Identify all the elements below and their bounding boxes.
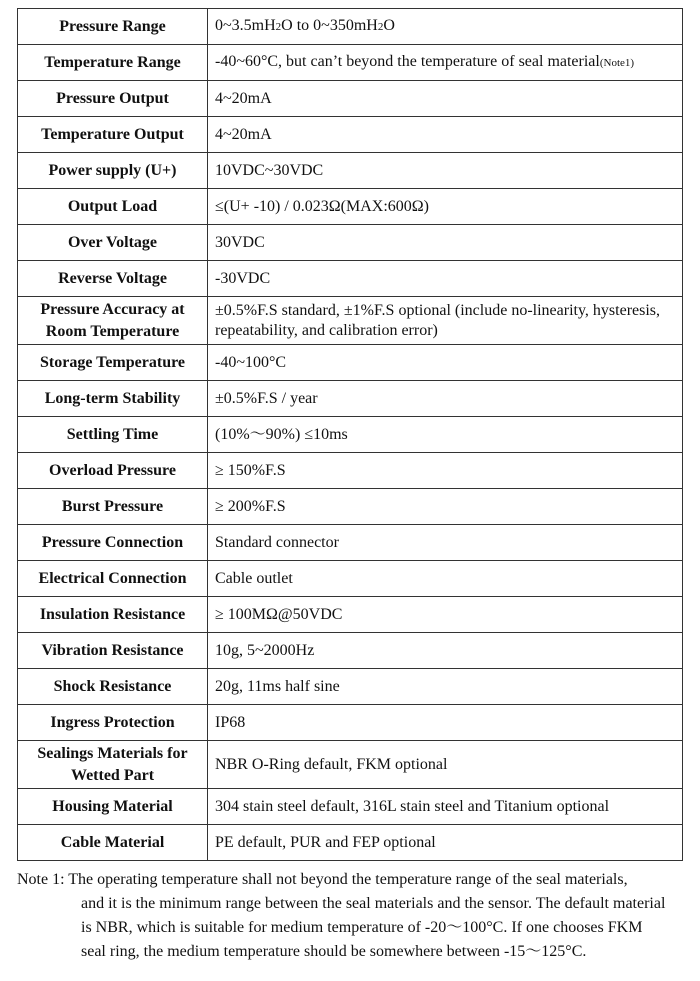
spec-row (18, 189, 683, 225)
spec-parameter: Ingress Protection (18, 705, 208, 741)
spec-row (18, 45, 683, 81)
spec-row (18, 489, 683, 525)
spec-value: 30VDC (208, 225, 683, 261)
spec-row (18, 669, 683, 705)
spec-row (18, 381, 683, 417)
spec-value: PE default, PUR and FEP optional (208, 825, 683, 861)
spec-parameter: Settling Time (18, 417, 208, 453)
spec-row (18, 453, 683, 489)
footnote-line: and it is the minimum range between the seal materials and the sensor. The default material (81, 895, 666, 912)
spec-value: Cable outlet (208, 561, 683, 597)
spec-parameter: Pressure Accuracy at Room Temperature (18, 297, 208, 345)
spec-row (18, 9, 683, 45)
spec-parameter: Storage Temperature (18, 345, 208, 381)
spec-row (18, 345, 683, 381)
spec-value: ≥ 150%F.S (208, 453, 683, 489)
spec-parameter: Reverse Voltage (18, 261, 208, 297)
spec-row (18, 741, 683, 789)
spec-value: ≤(U+ -10) / 0.023Ω(MAX:600Ω) (208, 189, 683, 225)
spec-value: 10VDC~30VDC (208, 153, 683, 189)
spec-value: IP68 (208, 705, 683, 741)
spec-row (18, 789, 683, 825)
footnote (17, 868, 687, 964)
spec-parameter: Burst Pressure (18, 489, 208, 525)
spec-parameter: Housing Material (18, 789, 208, 825)
spec-value: ±0.5%F.S standard, ±1%F.S optional (include no-linearity, hysteresis, repeatability, and calibration error) (208, 297, 683, 345)
spec-parameter: Shock Resistance (18, 669, 208, 705)
spec-value: -40~100°C (208, 345, 683, 381)
spec-value: -30VDC (208, 261, 683, 297)
spec-row (18, 561, 683, 597)
spec-value: 4~20mA (208, 81, 683, 117)
footnote-line: Note 1: The operating temperature shall not beyond the temperature range of the seal materials, (17, 871, 628, 888)
spec-parameter: Power supply (U+) (18, 153, 208, 189)
spec-parameter: Electrical Connection (18, 561, 208, 597)
spec-row (18, 117, 683, 153)
spec-row (18, 825, 683, 861)
spec-parameter: Pressure Connection (18, 525, 208, 561)
spec-value: ≥ 200%F.S (208, 489, 683, 525)
spec-table-body (18, 9, 683, 861)
spec-row (18, 225, 683, 261)
spec-parameter: Sealings Materials for Wetted Part (18, 741, 208, 789)
spec-value: Standard connector (208, 525, 683, 561)
spec-row (18, 261, 683, 297)
spec-parameter: Pressure Range (18, 9, 208, 45)
spec-parameter: Insulation Resistance (18, 597, 208, 633)
footnote-line: seal ring, the medium temperature should be somewhere between -15～125°C. (81, 943, 587, 960)
spec-value: 0~3.5mH2O to 0~350mH2O (208, 9, 683, 45)
spec-parameter: Temperature Output (18, 117, 208, 153)
spec-row (18, 705, 683, 741)
spec-row (18, 525, 683, 561)
spec-value: ±0.5%F.S / year (208, 381, 683, 417)
spec-value: -40~60°C, but can’t beyond the temperature of seal material(Note1) (208, 45, 683, 81)
spec-parameter: Overload Pressure (18, 453, 208, 489)
spec-value: 304 stain steel default, 316L stain steel and Titanium optional (208, 789, 683, 825)
spec-row (18, 597, 683, 633)
spec-row (18, 633, 683, 669)
spec-row (18, 81, 683, 117)
spec-parameter: Temperature Range (18, 45, 208, 81)
spec-value: NBR O-Ring default, FKM optional (208, 741, 683, 789)
spec-value: 4~20mA (208, 117, 683, 153)
spec-parameter: Pressure Output (18, 81, 208, 117)
spec-table (17, 8, 683, 861)
spec-value: (10%～90%) ≤10ms (208, 417, 683, 453)
footnote-line: is NBR, which is suitable for medium temperature of -20～100°C. If one chooses FKM (81, 919, 643, 936)
spec-row (18, 153, 683, 189)
spec-parameter: Vibration Resistance (18, 633, 208, 669)
spec-value: 10g, 5~2000Hz (208, 633, 683, 669)
spec-parameter: Cable Material (18, 825, 208, 861)
spec-row (18, 297, 683, 345)
spec-value: 20g, 11ms half sine (208, 669, 683, 705)
spec-parameter: Over Voltage (18, 225, 208, 261)
spec-parameter: Output Load (18, 189, 208, 225)
spec-row (18, 417, 683, 453)
spec-value: ≥ 100MΩ@50VDC (208, 597, 683, 633)
spec-parameter: Long-term Stability (18, 381, 208, 417)
